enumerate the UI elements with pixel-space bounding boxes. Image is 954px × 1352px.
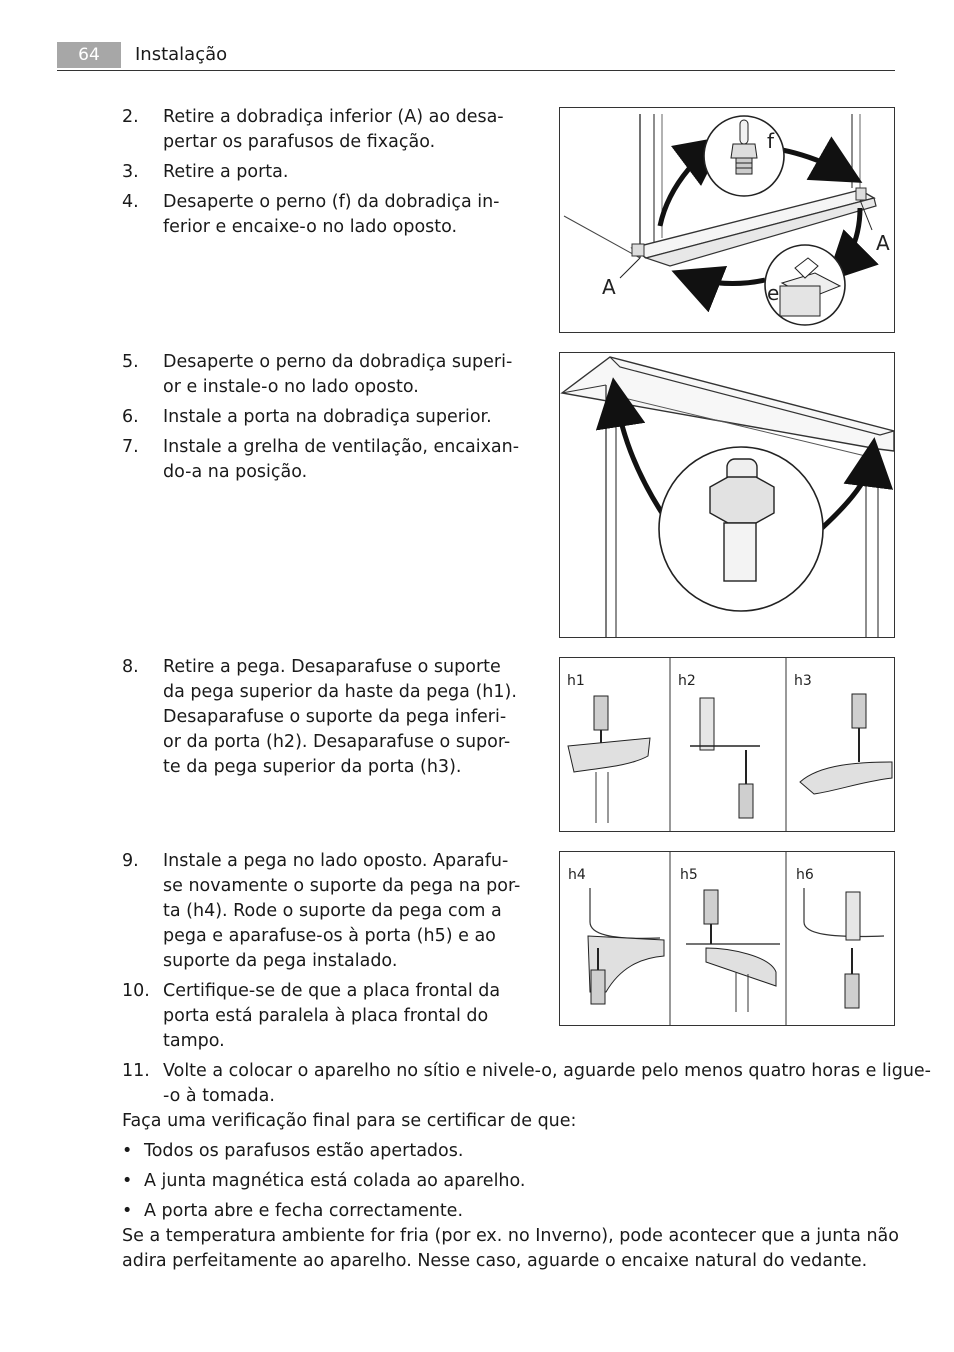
step-number: 4. [122,192,139,212]
step-text: Instale a grelha de ventilação, encaixan- do-a na posição. [163,437,520,482]
checklist-text: Todos os parafusos estão apertados. [144,1141,464,1161]
figure-handle-installation [559,851,895,1026]
step-text: Retire a dobradiça inferior (A) ao desa- pertar os parafusos de fixação. [163,107,504,152]
page-header [57,40,895,72]
step-text: Volte a colocar o aparelho no sítio e nivele-o, aguarde pelo menos quatro horas e ligue- -o à tomada. [163,1061,931,1106]
checklist-text: A junta magnética está colada ao aparelho. [144,1171,526,1191]
step-text: Certifique-se de que a placa frontal da porta está paralela à placa frontal do tampo. [163,981,501,1051]
label-h3: h3 [794,673,812,689]
label-h2: h2 [678,673,696,689]
label-a-left: A [602,275,616,299]
step-number: 5. [122,352,139,372]
label-a-right: A [876,231,890,255]
bullet-icon: • [122,1171,133,1191]
step-number: 6. [122,407,139,427]
label-f: f [767,129,775,153]
label-h6: h6 [796,867,814,883]
step-number: 9. [122,851,139,871]
label-e: e [767,281,780,305]
step-number: 8. [122,657,139,677]
step-text: Instale a porta na dobradiça superior. [163,407,492,427]
bullet-icon: • [122,1201,133,1221]
figure-lower-hinge [559,107,895,333]
label-h5: h5 [680,867,698,883]
label-h4: h4 [568,867,586,883]
figure-upper-hinge [559,352,895,638]
bullet-icon: • [122,1141,133,1161]
step-text: Desaperte o perno (f) da dobradiça in- ferior e encaixe-o no lado oposto. [163,192,500,237]
step-text: Retire a porta. [163,162,289,182]
step-number: 7. [122,437,139,457]
step-text: Instale a pega no lado oposto. Aparafu- se novamente o suporte da pega na por- ta (h4). Rode o suporte da pega com a pega e aparafuse-os à porta (h5) e ao suporte da pega instalado. [163,851,521,971]
step-number: 2. [122,107,139,127]
header-divider [57,70,895,71]
figure-handle-removal [559,657,895,832]
step-number: 10. [122,981,150,1001]
checklist-text: A porta abre e fecha correctamente. [144,1201,464,1221]
step-text: Retire a pega. Desaparafuse o suporte da pega superior da haste da pega (h1). Desaparafuse o suporte da pega inferi- or da porta (h2). Desaparafuse o supor- te da pega superior da porta (h3). [163,657,517,777]
page-number: 64 [57,42,121,68]
label-h1: h1 [567,673,585,689]
step-text: Desaperte o perno da dobradiça superi- or e instale-o no lado oposto. [163,352,513,397]
section-title: Instalação [135,44,228,65]
check-intro: Faça uma verificação final para se certificar de que: [122,1111,577,1131]
closing-note: Se a temperatura ambiente for fria (por ex. no Inverno), pode acontecer que a junta não adira perfeitamente ao aparelho. Nesse caso, aguarde o encaixe natural do vedante. [122,1226,899,1271]
step-number: 3. [122,162,139,182]
step-number: 11. [122,1061,150,1081]
